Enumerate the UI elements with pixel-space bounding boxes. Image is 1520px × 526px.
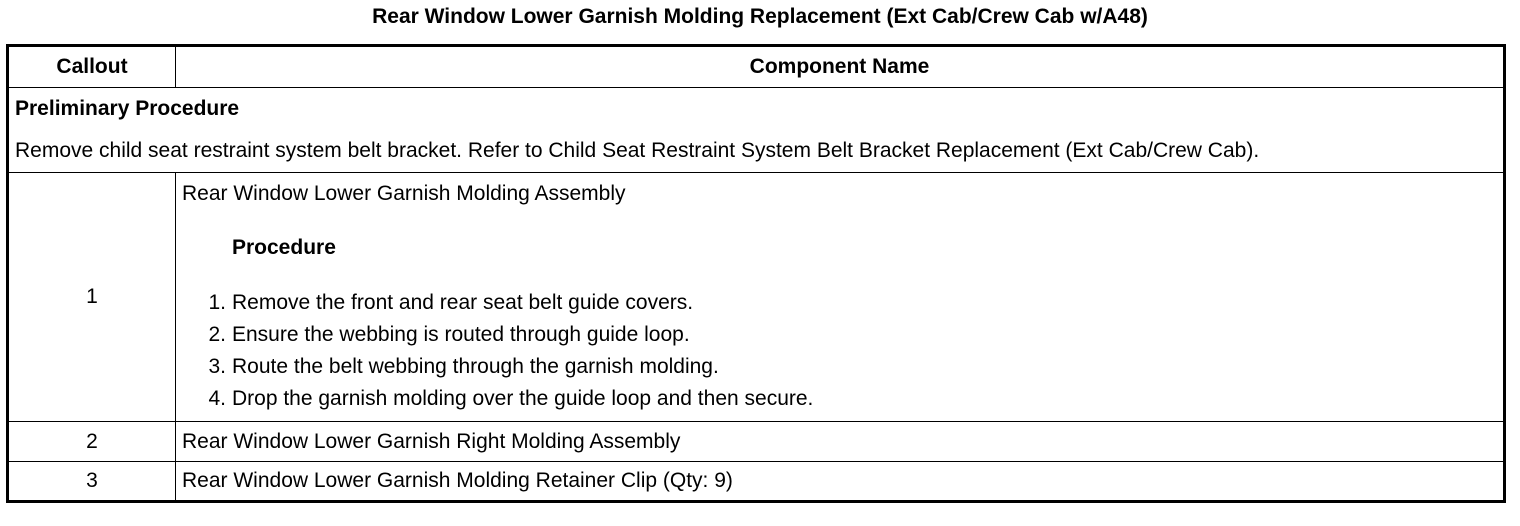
component-name-header: Component Name xyxy=(176,46,1505,88)
step-text: Remove the front and rear seat belt guide covers. xyxy=(232,291,694,314)
component-cell xyxy=(176,173,1505,422)
callout-cell: 3 xyxy=(8,462,176,502)
procedure-steps xyxy=(182,287,1497,415)
step-number: 2. xyxy=(208,323,226,346)
step-text: Route the belt webbing through the garnish molding. xyxy=(232,355,719,378)
table-row xyxy=(8,173,1505,422)
preliminary-heading: Preliminary Procedure xyxy=(15,97,240,120)
step-number: 1. xyxy=(208,291,226,314)
list-item xyxy=(182,383,1497,415)
table-row xyxy=(8,462,1505,502)
callout-header: Callout xyxy=(8,46,176,88)
list-item xyxy=(182,287,1497,319)
list-item xyxy=(182,319,1497,351)
step-text: Ensure the webbing is routed through guide loop. xyxy=(232,323,690,346)
step-number: 4. xyxy=(208,387,226,410)
callout-cell: 2 xyxy=(8,422,176,462)
preliminary-text: Remove child seat restraint system belt bracket. Refer to Child Seat Restraint System Belt Bracket Replacement (Ext Cab/Crew Cab). xyxy=(15,139,1260,162)
step-text: Drop the garnish molding over the guide loop and then secure. xyxy=(232,387,814,410)
list-item xyxy=(182,351,1497,383)
preliminary-row xyxy=(8,88,1505,173)
page-title: Rear Window Lower Garnish Molding Replacement (Ext Cab/Crew Cab w/A48) xyxy=(372,5,1148,28)
procedure-heading: Procedure xyxy=(232,236,336,259)
step-number: 3. xyxy=(208,355,226,378)
callout-cell: 1 xyxy=(8,173,176,422)
component-name: Rear Window Lower Garnish Molding Retainer Clip (Qty: 9) xyxy=(176,462,1505,502)
table-header-row xyxy=(8,46,1505,88)
component-name: Rear Window Lower Garnish Right Molding Assembly xyxy=(176,422,1505,462)
callout-table xyxy=(6,44,1506,503)
component-name: Rear Window Lower Garnish Molding Assembly xyxy=(182,182,626,205)
preliminary-cell xyxy=(8,88,1505,173)
table-row xyxy=(8,422,1505,462)
